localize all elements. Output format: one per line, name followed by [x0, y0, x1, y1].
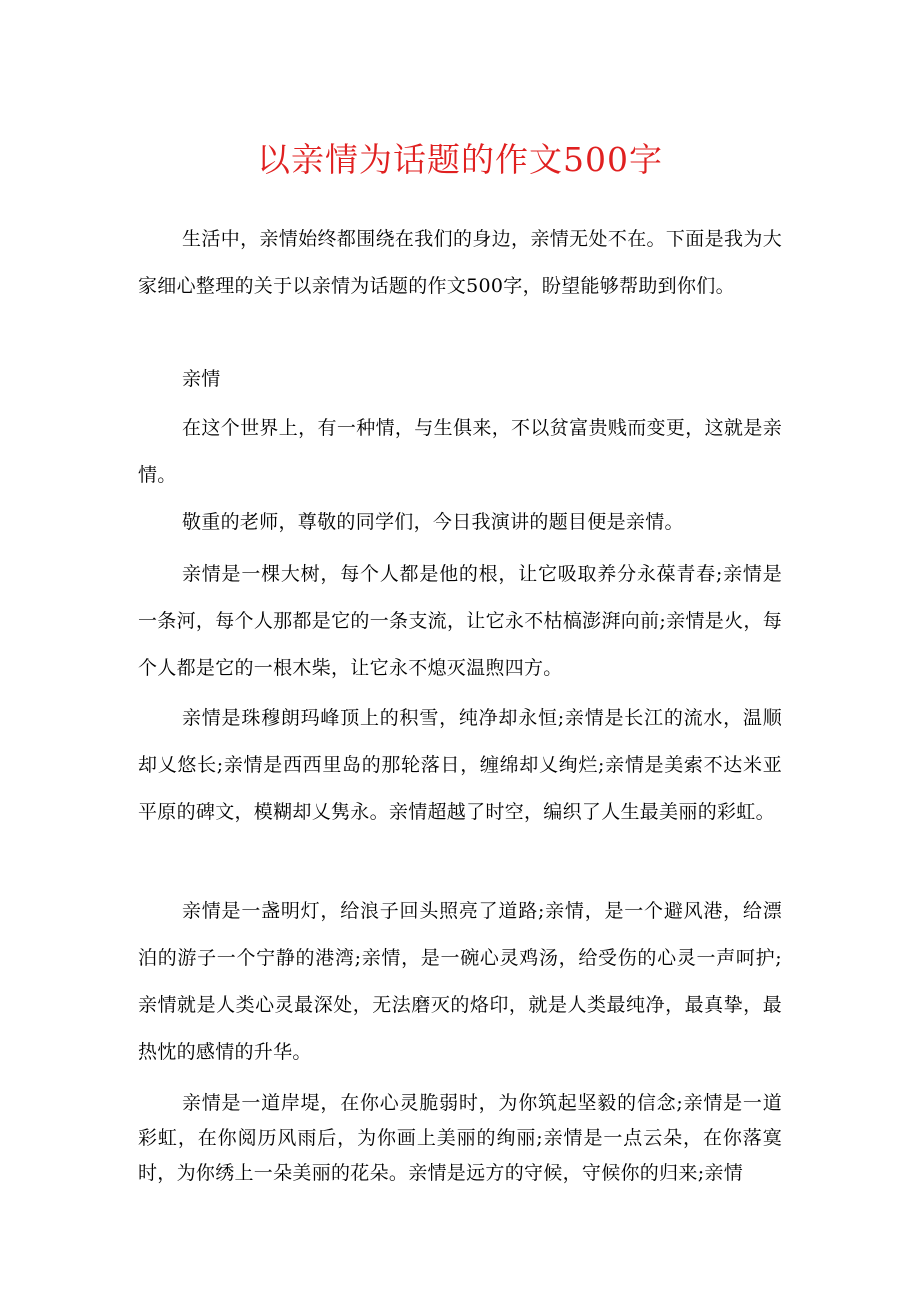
body-paragraph-5: 亲情是一盏明灯，给浪子回头照亮了道路;亲情，是一个避风港，给漂泊的游子一个宁静的港湾;亲情，是一碗心灵鸡汤，给受伤的心灵一声呵护;亲情就是人类心灵最深处，无法磨灭的烙印，就是人类最纯净，最真挚，最热忱的感情的升华。 — [138, 900, 782, 1063]
body-paragraph-6: 亲情是一道岸堤，在你心灵脆弱时，为你筑起坚毅的信念;亲情是一道彩虹，在你阅历风雨后，为你画上美丽的绚丽;亲情是一点云朵，在你落寞时，为你绣上一朵美丽的花朵。亲情是远方的守候，守候你的归来;亲情 — [138, 1092, 782, 1184]
body-paragraph-2: 敬重的老师，尊敬的同学们，今日我演讲的题目便是亲情。 — [182, 511, 684, 533]
section-heading: 亲情 — [182, 368, 221, 390]
document-title: 以亲情为话题的作文500字 — [257, 140, 663, 179]
body-paragraph-3: 亲情是一棵大树，每个人都是他的根，让它吸取养分永葆青春;亲情是一条河，每个人那都是它的一条支流，让它永不枯槁澎湃向前;亲情是火，每个人都是它的一根木柴，让它永不熄灭温煦四方。 — [138, 563, 782, 679]
intro-paragraph: 生活中，亲情始终都围绕在我们的身边，亲情无处不在。下面是我为大家细心整理的关于以亲情为话题的作文500字，盼望能够帮助到你们。 — [138, 228, 782, 297]
body-paragraph-1: 在这个世界上，有一种情，与生俱来，不以贫富贵贱而变更，这就是亲情。 — [138, 417, 782, 486]
body-paragraph-4: 亲情是珠穆朗玛峰顶上的积雪，纯净却永恒;亲情是长江的流水，温顺却乂悠长;亲情是西西里岛的那轮落日，缠绵却乂绚烂;亲情是美索不达米亚平原的碑文，模糊却乂隽永。亲情超越了时空，编织了人生最美丽的彩虹。 — [138, 707, 782, 823]
